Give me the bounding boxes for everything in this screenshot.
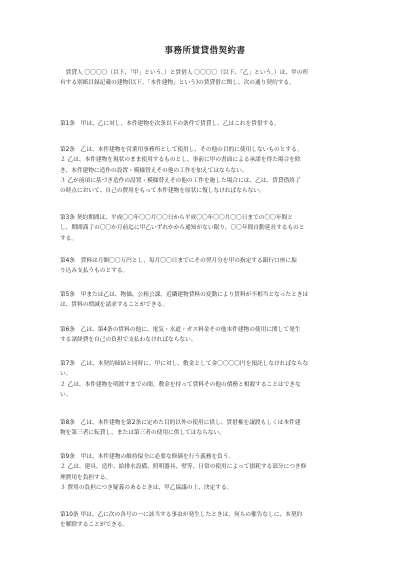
text-line: 第10条 甲は、乙に次の各号の一に該当する事由が発生したときは、何らの催告なしに、本契約 <box>60 512 303 518</box>
article-7 <box>60 359 366 400</box>
text-line: ２ 乙は、建具、造作、給排水設備、照明器具、壁等、日常の使用によって損耗する部分につき修 <box>60 464 307 471</box>
text-line: し、期間満了の〇〇か月前迄に甲乙いずれかから通知がない限り、〇〇年間自動延長するものと <box>60 225 305 232</box>
text-line: い。 <box>60 391 72 398</box>
text-line: ２ 乙は、本件建物を明渡すまでの間、敷金を持って賃料その他の債務と相殺することはできな <box>60 381 301 388</box>
article-5 <box>60 290 366 311</box>
text-line: き、本件建物に造作の設置・模様替えその他の工作を加えてはならない。 <box>60 167 248 174</box>
text-line: 第8条 乙は、本件建物を第2条に定めた目的以外の使用に供し、賃借権を譲渡もしくは本件建 <box>60 420 301 426</box>
article-9 <box>60 452 366 493</box>
text-line: 第6条 乙は、第4条の賃料の他に、電気・水道・ガス料金その他本件建物の使用に関して発生 <box>60 327 301 333</box>
text-line: 第9条 甲は、本件建物の維持保全に必要な修繕を行う義務を負う。 <box>60 454 235 460</box>
article-10 <box>60 510 366 531</box>
text-line: 第4条 賃料は月額〇〇万円とし、毎月〇〇日までにその翌月分を甲の指定する銀行口座に振 <box>60 258 297 264</box>
text-line: の時点において、自己の費用をもって本件建物を原状に復しなければならない。 <box>60 188 265 195</box>
text-line: 理費用を負担する。 <box>60 474 112 481</box>
preamble-paragraph <box>60 68 366 89</box>
text-line: 第7条 乙は、本契約締結と同時に、甲に対し、敷金として金〇〇〇〇円を預託しなければならな <box>60 361 309 367</box>
text-line: 賃貸人 〇〇〇〇（以下、「甲」という。）と賃借人 〇〇〇〇（以下、「乙」という。）は、甲の所 <box>60 70 309 76</box>
text-line: は、賃料の増減を請求することができる。 <box>60 302 169 309</box>
article-2 <box>60 145 366 196</box>
text-line: 第5条 甲または乙は、物価、公租公課、近隣建物賃料の変動により賃料が不相当となったときは <box>60 292 309 298</box>
text-line: り込み支払うものとする。 <box>60 268 129 275</box>
article-1 <box>60 119 366 129</box>
text-line: 有する別紙目録記載の建物(以下、「本件建物」という)の賃貸借に関し、次の通り契約する。 <box>60 80 295 87</box>
text-line: ３ 費用の負担につき疑義のあるときは、甲乙協議の上、決定する。 <box>60 484 233 491</box>
text-line: を解除することができる。 <box>60 522 129 529</box>
article-8 <box>60 418 366 439</box>
text-line: 第2条 乙は、本件建物を営業用事務所として使用し、その他の目的に使用しないものとする。 <box>60 147 303 153</box>
text-line: 第3条 契約期間は、平成〇〇年〇〇月〇〇日から平成〇〇年〇〇月〇〇日までの〇〇年間と <box>60 215 293 221</box>
text-line: ３ 乙が前項に基づき造作の設置・模様替えその他の工作を施した場合には、乙は、賃貸借終了 <box>60 177 301 184</box>
text-line: する諸経費を自己の負担で支払わなければならない。 <box>60 337 197 344</box>
text-line: 第1条 甲は、乙に対し、本件建物を次条以下の条件で賃貸し、乙はこれを賃借する。 <box>60 121 280 127</box>
text-line: する。 <box>60 235 78 242</box>
document-title: 事務所賃貸借契約書 <box>164 46 246 56</box>
text-line: 物を第三者に転貸し、または第三者の使用に供してはならない。 <box>60 430 225 437</box>
text-line: ２ 乙は、本件建物を現状のまま使用するものとし、事前に甲の書面による承諾を得た場合を除 <box>60 157 301 164</box>
article-3 <box>60 213 366 244</box>
text-line: い。 <box>60 371 72 378</box>
article-4 <box>60 256 366 277</box>
article-6 <box>60 325 366 346</box>
